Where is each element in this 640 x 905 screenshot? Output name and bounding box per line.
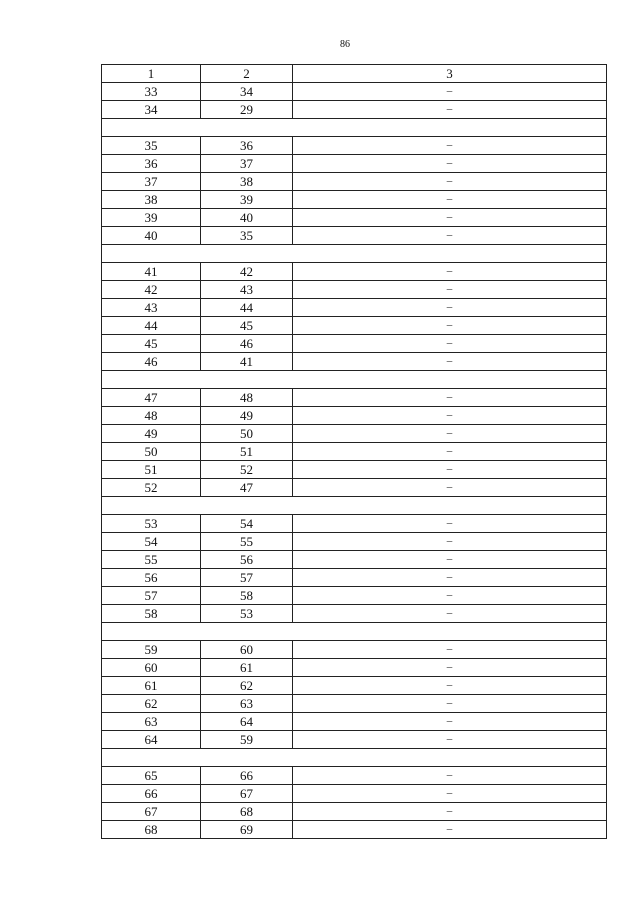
cell-col-3: – [293, 443, 607, 461]
cell-col-1: 63 [102, 713, 201, 731]
cell-col-1: 60 [102, 659, 201, 677]
table-row [102, 209, 607, 227]
group-separator-row [102, 371, 607, 389]
cell-col-1: 37 [102, 173, 201, 191]
cell-col-2: 48 [201, 389, 293, 407]
cell-col-3: – [293, 461, 607, 479]
cell-col-3: – [293, 299, 607, 317]
cell-col-2: 64 [201, 713, 293, 731]
cell-col-1: 48 [102, 407, 201, 425]
cell-col-3: – [293, 767, 607, 785]
table-row [102, 803, 607, 821]
cell-col-2: 37 [201, 155, 293, 173]
group-separator-row [102, 119, 607, 137]
cell-col-3: – [293, 209, 607, 227]
table-row [102, 353, 607, 371]
table-row [102, 551, 607, 569]
cell-col-2: 69 [201, 821, 293, 839]
cell-col-1: 68 [102, 821, 201, 839]
table-row [102, 479, 607, 497]
cell-col-3: – [293, 803, 607, 821]
table-row [102, 281, 607, 299]
cell-col-2: 49 [201, 407, 293, 425]
cell-col-3: – [293, 515, 607, 533]
group-separator-row [102, 497, 607, 515]
table-row [102, 101, 607, 119]
cell-col-2: 58 [201, 587, 293, 605]
separator-cell [102, 371, 607, 389]
cell-col-1: 62 [102, 695, 201, 713]
cell-col-1: 44 [102, 317, 201, 335]
cell-col-1: 51 [102, 461, 201, 479]
cell-col-1: 42 [102, 281, 201, 299]
cell-col-3: – [293, 785, 607, 803]
cell-col-2: 41 [201, 353, 293, 371]
cell-col-2: 29 [201, 101, 293, 119]
separator-cell [102, 245, 607, 263]
cell-col-1: 50 [102, 443, 201, 461]
table-row [102, 731, 607, 749]
table-row [102, 587, 607, 605]
cell-col-2: 56 [201, 551, 293, 569]
cell-col-1: 61 [102, 677, 201, 695]
cell-col-3: – [293, 551, 607, 569]
cell-col-3: – [293, 173, 607, 191]
cell-col-2: 40 [201, 209, 293, 227]
table-row [102, 569, 607, 587]
cell-col-1: 46 [102, 353, 201, 371]
cell-col-3: – [293, 83, 607, 101]
cell-col-1: 38 [102, 191, 201, 209]
cell-col-2: 54 [201, 515, 293, 533]
cell-col-1: 65 [102, 767, 201, 785]
cell-col-2: 43 [201, 281, 293, 299]
cell-col-2: 68 [201, 803, 293, 821]
cell-col-3: – [293, 731, 607, 749]
cell-col-1: 56 [102, 569, 201, 587]
cell-col-1: 47 [102, 389, 201, 407]
cell-col-1: 55 [102, 551, 201, 569]
cell-col-2: 51 [201, 443, 293, 461]
cell-col-1: 52 [102, 479, 201, 497]
cell-col-1: 36 [102, 155, 201, 173]
table-row [102, 263, 607, 281]
cell-col-2: 57 [201, 569, 293, 587]
cell-col-3: – [293, 677, 607, 695]
cell-col-3: – [293, 533, 607, 551]
cell-col-1: 34 [102, 101, 201, 119]
cell-col-2: 35 [201, 227, 293, 245]
table-row [102, 173, 607, 191]
table-row [102, 821, 607, 839]
cell-col-2: 53 [201, 605, 293, 623]
table-row [102, 767, 607, 785]
cell-col-3: – [293, 425, 607, 443]
table-row [102, 677, 607, 695]
cell-col-3: – [293, 137, 607, 155]
table-row [102, 695, 607, 713]
table-row [102, 191, 607, 209]
cell-col-2: 46 [201, 335, 293, 353]
cell-col-3: – [293, 317, 607, 335]
cell-col-3: – [293, 407, 607, 425]
cell-col-1: 40 [102, 227, 201, 245]
cell-col-3: – [293, 821, 607, 839]
cell-col-3: – [293, 713, 607, 731]
cell-col-3: – [293, 389, 607, 407]
cell-col-2: 61 [201, 659, 293, 677]
cell-col-3: – [293, 263, 607, 281]
cell-col-1: 43 [102, 299, 201, 317]
cell-col-2: 60 [201, 641, 293, 659]
cell-col-2: 44 [201, 299, 293, 317]
separator-cell [102, 623, 607, 641]
cell-col-2: 55 [201, 533, 293, 551]
cell-col-1: 53 [102, 515, 201, 533]
group-separator-row [102, 749, 607, 767]
cell-col-3: – [293, 605, 607, 623]
table-row [102, 659, 607, 677]
separator-cell [102, 749, 607, 767]
column-header-2: 2 [201, 65, 293, 83]
cell-col-1: 45 [102, 335, 201, 353]
table-row [102, 407, 607, 425]
cell-col-3: – [293, 569, 607, 587]
cell-col-1: 67 [102, 803, 201, 821]
cell-col-1: 66 [102, 785, 201, 803]
cell-col-3: – [293, 479, 607, 497]
table-row [102, 137, 607, 155]
separator-cell [102, 497, 607, 515]
cell-col-2: 34 [201, 83, 293, 101]
cell-col-3: – [293, 101, 607, 119]
cell-col-3: – [293, 587, 607, 605]
table-row [102, 641, 607, 659]
table-row [102, 461, 607, 479]
cell-col-3: – [293, 659, 607, 677]
table-row [102, 533, 607, 551]
page-number: 86 [340, 39, 350, 50]
cell-col-1: 49 [102, 425, 201, 443]
cell-col-1: 35 [102, 137, 201, 155]
cell-col-3: – [293, 641, 607, 659]
cell-col-2: 66 [201, 767, 293, 785]
group-separator-row [102, 623, 607, 641]
column-header-3: 3 [293, 65, 607, 83]
cell-col-2: 62 [201, 677, 293, 695]
group-separator-row [102, 245, 607, 263]
cell-col-1: 57 [102, 587, 201, 605]
table-row [102, 389, 607, 407]
table-row [102, 317, 607, 335]
column-header-1: 1 [102, 65, 201, 83]
table-row [102, 713, 607, 731]
cell-col-2: 36 [201, 137, 293, 155]
cell-col-2: 63 [201, 695, 293, 713]
cell-col-3: – [293, 335, 607, 353]
cell-col-1: 58 [102, 605, 201, 623]
cell-col-1: 64 [102, 731, 201, 749]
cell-col-1: 54 [102, 533, 201, 551]
table-row [102, 335, 607, 353]
table-row [102, 605, 607, 623]
cell-col-2: 50 [201, 425, 293, 443]
cell-col-2: 38 [201, 173, 293, 191]
cell-col-3: – [293, 191, 607, 209]
table-row [102, 443, 607, 461]
separator-cell [102, 119, 607, 137]
cell-col-3: – [293, 695, 607, 713]
data-table [101, 64, 607, 839]
table-row [102, 227, 607, 245]
cell-col-2: 45 [201, 317, 293, 335]
cell-col-2: 39 [201, 191, 293, 209]
cell-col-3: – [293, 353, 607, 371]
cell-col-2: 47 [201, 479, 293, 497]
cell-col-1: 59 [102, 641, 201, 659]
table-row [102, 299, 607, 317]
table-row [102, 155, 607, 173]
header-row [102, 65, 607, 83]
table-body [102, 83, 607, 839]
cell-col-2: 67 [201, 785, 293, 803]
cell-col-1: 41 [102, 263, 201, 281]
cell-col-1: 33 [102, 83, 201, 101]
cell-col-2: 59 [201, 731, 293, 749]
table-row [102, 785, 607, 803]
cell-col-3: – [293, 281, 607, 299]
table-row [102, 425, 607, 443]
cell-col-1: 39 [102, 209, 201, 227]
cell-col-2: 52 [201, 461, 293, 479]
cell-col-3: – [293, 227, 607, 245]
table-row [102, 515, 607, 533]
cell-col-3: – [293, 155, 607, 173]
cell-col-2: 42 [201, 263, 293, 281]
table-row [102, 83, 607, 101]
